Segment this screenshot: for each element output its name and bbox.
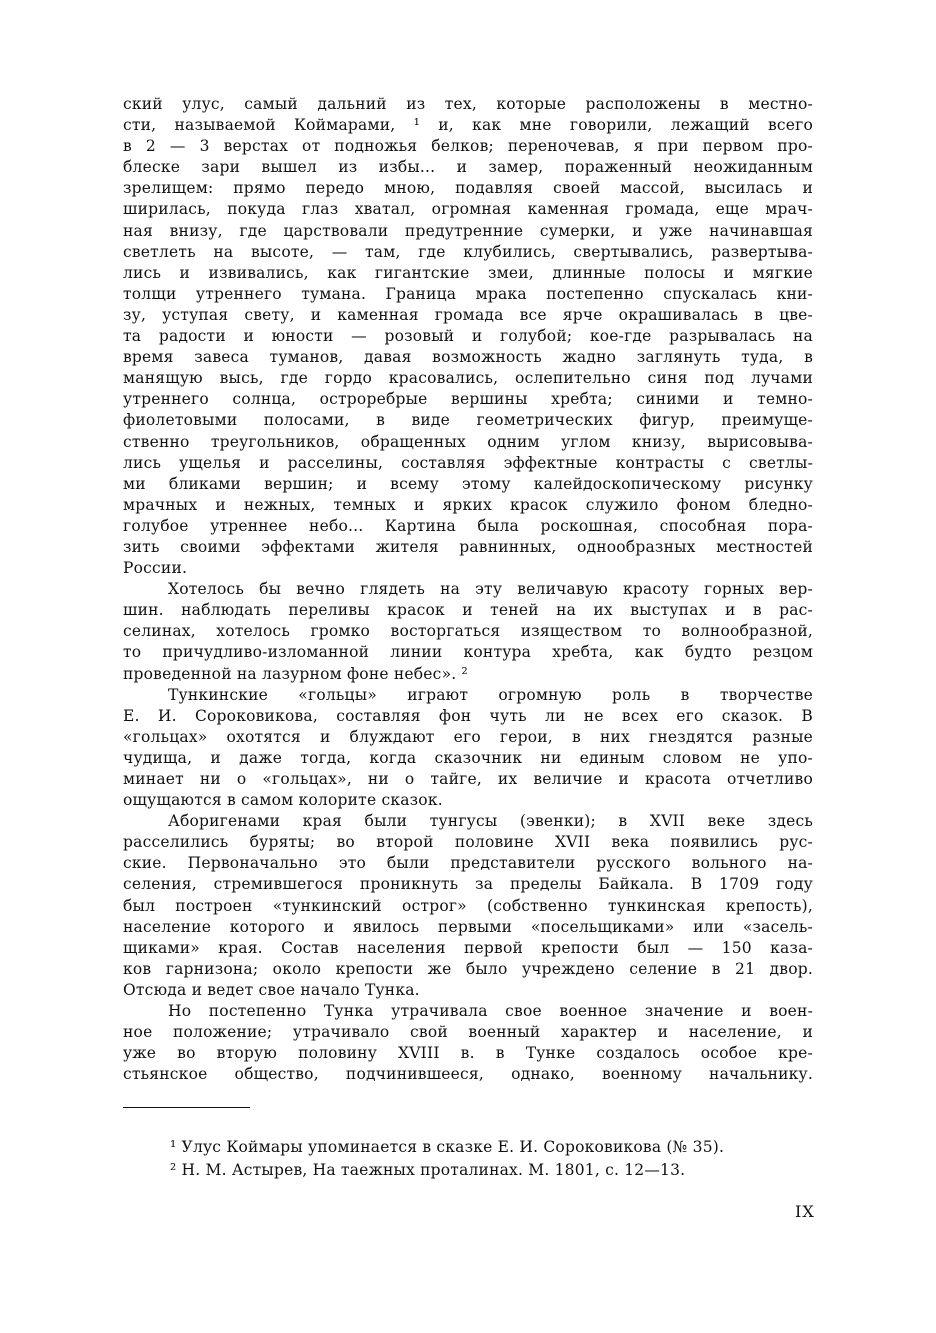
paragraph	[123, 579, 813, 684]
footnote-2: ² Н. М. Астырев, На таежных проталинах. М. 1801, с. 12—13.	[170, 1161, 686, 1179]
text-line: лись и извивались, как гигантские змеи, длинные полосы и мягкие	[123, 263, 813, 282]
text-line: расселились буряты; во второй половине XVII века появились рус-	[123, 833, 813, 852]
text-line: зу, уступая свету, и каменная громада все ярче окрашивалась в цве-	[123, 305, 813, 324]
text-line: ми бликами вершин; и всему этому калейдоскопическому рисунку	[123, 474, 813, 493]
text-line: то причудливо-изломанной линии контура хребта, как будто резцом	[123, 643, 813, 662]
text-line: та радости и юности — розовый и голубой; кое-где разрывалась на	[123, 327, 813, 346]
main-text	[123, 94, 813, 1085]
paragraph	[123, 1001, 813, 1085]
text-line: селения, стремившегося проникнуть за пределы Байкала. В 1709 году	[123, 875, 813, 894]
text-line: светлеть на высоте, — там, где клубились, свертывались, развертыва-	[123, 242, 813, 261]
text-line: Но постепенно Тунка утрачивала свое военное значение и воен-	[168, 1002, 813, 1021]
text-line: ное положение; утрачивало свой военный характер и население, и	[123, 1023, 813, 1042]
text-line: утреннего солнца, остроребрые вершины хребта; синими и темно-	[123, 390, 813, 409]
text-line: Аборигенами края были тунгусы (эвенки); в XVII веке здесь	[168, 812, 813, 831]
text-line: минает ни о «гольцах», ни о тайге, их величие и красота отчетливо	[123, 770, 813, 788]
text-line: щиками» края. Состав населения первой крепости был — 150 каза-	[123, 938, 813, 957]
text-line: проведенной на лазурном фоне небес». ²	[123, 664, 468, 683]
text-line: ширилась, покуда глаз хватал, огромная каменная громада, еще мрач-	[123, 200, 813, 219]
text-line: Хотелось бы вечно глядеть на эту величавую красоту горных вер-	[168, 580, 813, 599]
text-line: манящую высь, где гордо красовались, ослепительно синя под лучами	[123, 369, 813, 388]
text-line: блеске зари вышел из избы... и замер, пораженный неожиданным	[123, 158, 813, 177]
text-line: голубое утреннее небо... Картина была роскошная, способная пора-	[123, 516, 813, 535]
text-line: население которого и явилось первыми «посельщиками» или «засель-	[123, 917, 813, 936]
text-line: зить своими эффектами жителя равнинных, однообразных местностей	[123, 537, 813, 556]
text-line: ские. Первоначально это были представители русского вольного на-	[123, 854, 813, 873]
text-line: ственно треугольников, обращенных одним углом книзу, вырисовыва-	[123, 432, 813, 451]
text-line: России.	[123, 559, 188, 578]
text-line: лись ущелья и расселины, составляя эффектные контрасты с светлы-	[123, 453, 813, 472]
text-line: толщи утреннего тумана. Граница мрака постепенно спускалась кни-	[123, 284, 813, 303]
text-line: Е. И. Сороковикова, составляя фон чуть ли не всех его сказок. В	[123, 706, 813, 725]
footnote-separator	[123, 1107, 250, 1108]
paragraph	[123, 685, 813, 812]
text-line: селинах, хотелось громко восторгаться изяществом то волнообразной,	[123, 622, 813, 641]
text-line: стьянское общество, подчинившееся, однако, военному начальнику.	[123, 1065, 813, 1084]
text-line: Отсюда и ведет свое начало Тунка.	[123, 980, 420, 999]
text-line: уже во вторую половину XVIII в. в Тунке создалось особое кре-	[123, 1044, 813, 1063]
paragraph	[123, 94, 813, 579]
text-line: сти, называемой Коймарами, ¹ и, как мне говорили, лежащий всего	[123, 116, 813, 135]
text-line: ков гарнизона; около крепости же было учреждено селение в 21 двор.	[123, 959, 813, 978]
paragraph	[123, 811, 813, 1001]
text-line: время завеса туманов, давая возможность жадно заглянуть туда, в	[123, 348, 813, 367]
footnotes	[170, 1136, 820, 1182]
text-line: в 2 — 3 верстах от подножья белков; переночевав, я при первом про-	[123, 137, 813, 156]
text-line: был построен «тункинский острог» (собственно тункинская крепость),	[123, 896, 813, 915]
text-line: ский улус, самый дальний из тех, которые расположены в местно-	[123, 95, 813, 113]
text-line: ная внизу, где царствовали предутренние сумерки, и уже начинавшая	[123, 221, 813, 240]
page-number: IX	[795, 1202, 815, 1221]
text-line: фиолетовыми полосами, в виде геометрических фигур, преимуще-	[123, 411, 813, 430]
text-line: «гольцах» охотятся и блуждают его герои, в них гнездятся разные	[123, 727, 813, 746]
text-line: мрачных и нежных, темных и ярких красок служило фоном бледно-	[123, 495, 813, 514]
text-line: чудища, и даже тогда, когда сказочник ни единым словом не упо-	[123, 748, 813, 767]
footnote-1: ¹ Улус Коймары упоминается в сказке Е. И. Сороковикова (№ 35).	[170, 1138, 725, 1156]
text-line: шин. наблюдать переливы красок и теней на их выступах и в рас-	[123, 601, 813, 620]
text-line: ощущаются в самом колорите сказок.	[123, 791, 443, 810]
text-line: зрелищем: прямо передо мною, подавляя своей массой, высилась и	[123, 179, 813, 198]
text-line: Тункинские «гольцы» играют огромную роль в творчестве	[168, 685, 813, 704]
